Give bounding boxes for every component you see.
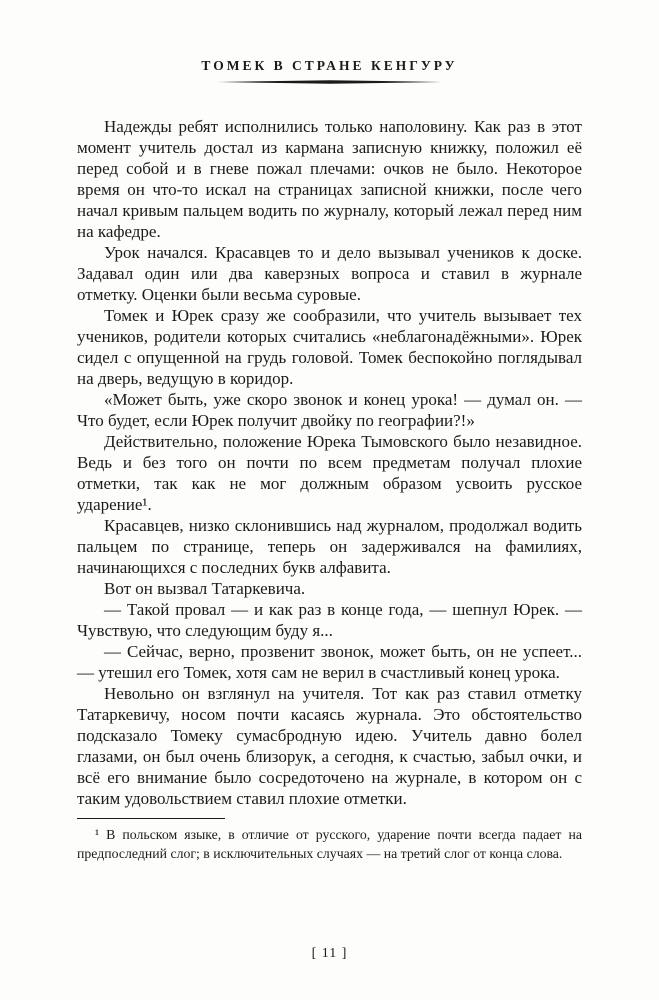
paragraph: Урок начался. Красавцев то и дело вызывал учеников к доске. Задавал один или два каверзных вопроса и ставил в журнале отметку. Оценки были весьма суровые. — [77, 243, 582, 304]
running-header — [77, 58, 582, 84]
paragraph: Надежды ребят исполнились только наполовину. Как раз в этот момент учитель достал из кармана записную книжку, положил её перед собой и в гневе пожал плечами: очков не было. Некоторое время он что-то искал на страницах записной книжки, после чего начал кривым пальцем водить по журналу, который лежал перед ним на кафедре. — [77, 117, 582, 241]
paragraph: «Может быть, уже скоро звонок и конец урока! — думал он. — Что будет, если Юрек получит двойку по географии?!» — [77, 390, 582, 430]
paragraph: Красавцев, низко склонившись над журналом, продолжал водить пальцем по странице, теперь он задерживался на фамилиях, начинающихся с последних букв алфавита. — [77, 516, 582, 577]
page-number: [ 11 ] — [311, 946, 348, 961]
page-footer — [0, 946, 659, 962]
footnote-separator — [77, 818, 225, 819]
paragraph: — Такой провал — и как раз в конце года, — шепнул Юрек. — Чувствую, что следующим буду я... — [77, 600, 582, 640]
footnote-block — [77, 818, 582, 863]
paragraph: Вот он вызвал Татаркевича. — [104, 579, 306, 598]
paragraph: Действительно, положение Юрека Тымовского было незавидное. Ведь и без того он почти по всем предметам получал плохие отметки, так как не мог должным образом усвоить русское ударение¹. — [77, 432, 582, 514]
paragraph: Невольно он взглянул на учителя. Тот как раз ставил отметку Татаркевичу, носом почти касаясь журнала. Это обстоятельство подсказало Томеку сумасбродную идею. Учитель давно болел глазами, он был очень близорук, а сегодня, к счастью, забыл очки, и всё его внимание было сосредоточено на журнале, в котором он с таким удовольствием ставил плохие отметки. — [77, 684, 582, 808]
body-text — [77, 116, 582, 809]
paragraph: — Сейчас, верно, прозвенит звонок, может быть, он не успеет... — утешил его Томек, хотя сам не верил в счастливый конец урока. — [77, 642, 582, 682]
footnote-text: ¹ В польском языке, в отличие от русского, ударение почти всегда падает на предпоследний слог; в исключительных случаях — на третий слог от конца слова. — [77, 827, 582, 861]
paragraph: Томек и Юрек сразу же сообразили, что учитель вызывает тех учеников, родители которых считались «неблагонадёжными». Юрек сидел с опущенной на грудь головой. Томек беспокойно поглядывал на дверь, ведущую в коридор. — [77, 306, 582, 388]
running-header-title: ТОМЕК В СТРАНЕ КЕНГУРУ — [201, 58, 458, 73]
header-ornament-rule — [218, 80, 442, 84]
